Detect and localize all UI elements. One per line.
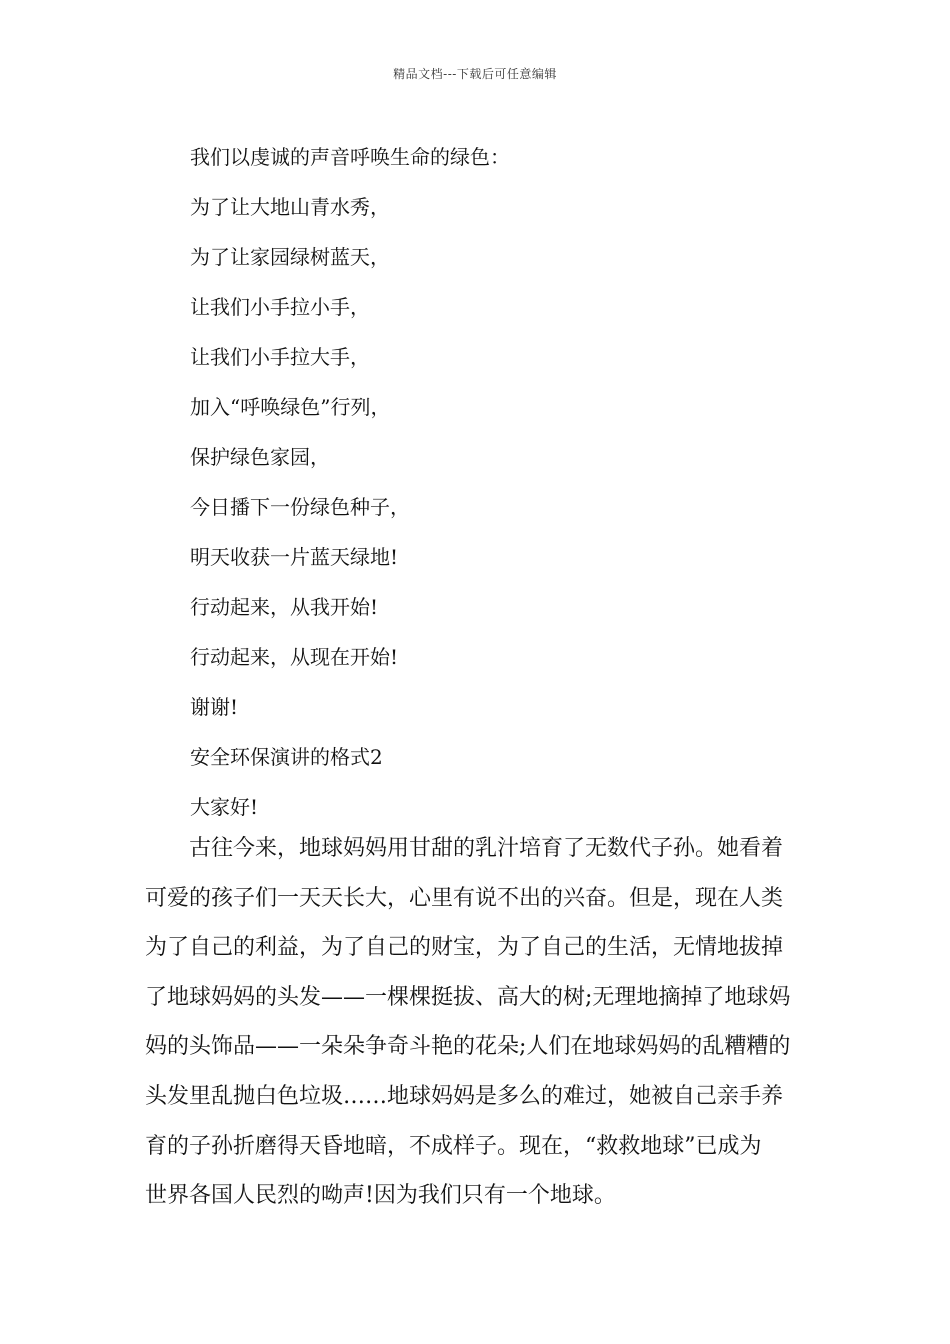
text-line: 谢谢! bbox=[190, 695, 239, 719]
greeting-line: 大家好! bbox=[190, 795, 259, 819]
paragraph-line: 头发里乱抛白色垃圾……地球妈妈是多么的难过，她被自己亲手养 bbox=[145, 1083, 784, 1109]
body-paragraph bbox=[145, 824, 810, 1221]
paragraph-line: 了地球妈妈的头发——一棵棵挺拔、高大的树;无理地摘掉了地球妈 bbox=[145, 984, 791, 1010]
paragraph-line: 妈的头饰品——一朵朵争奇斗艳的花朵;人们在地球妈妈的乱糟糟的 bbox=[145, 1034, 791, 1060]
text-line: 为了让家园绿树蓝天， bbox=[190, 245, 390, 269]
text-line: 明天收获一片蓝天绿地! bbox=[190, 545, 399, 569]
paragraph-line: 可爱的孩子们一天天长大，心里有说不出的兴奋。但是，现在人类 bbox=[145, 885, 784, 911]
paragraph-line: 为了自己的利益，为了自己的财宝，为了自己的生活，无情地拔掉 bbox=[145, 935, 784, 961]
text-line: 行动起来，从我开始! bbox=[190, 595, 379, 619]
text-line: 保护绿色家园， bbox=[190, 445, 330, 469]
text-line: 为了让大地山青水秀， bbox=[190, 195, 390, 219]
text-line: 今日播下一份绿色种子， bbox=[190, 495, 410, 519]
text-line: 让我们小手拉小手， bbox=[190, 295, 370, 319]
paragraph-line: 世界各国人民烈的呦声!因为我们只有一个地球。 bbox=[145, 1183, 616, 1209]
page-header: 精品文档---下载后可任意编辑 bbox=[393, 67, 557, 81]
text-line: 让我们小手拉大手， bbox=[190, 345, 370, 369]
paragraph-line: 古往今来，地球妈妈用甘甜的乳汁培育了无数代子孙。她看着 bbox=[189, 836, 784, 861]
text-line: 行动起来，从现在开始! bbox=[190, 645, 399, 669]
text-line: 加入“呼唤绿色”行列， bbox=[190, 395, 391, 419]
section-title: 安全环保演讲的格式2 bbox=[190, 745, 383, 769]
paragraph-line: 育的子孙折磨得天昏地暗，不成样子。现在，“救救地球”已成为 bbox=[145, 1133, 762, 1159]
text-line: 我们以虔诚的声音呼唤生命的绿色： bbox=[190, 145, 510, 169]
poem-lines bbox=[190, 132, 830, 832]
